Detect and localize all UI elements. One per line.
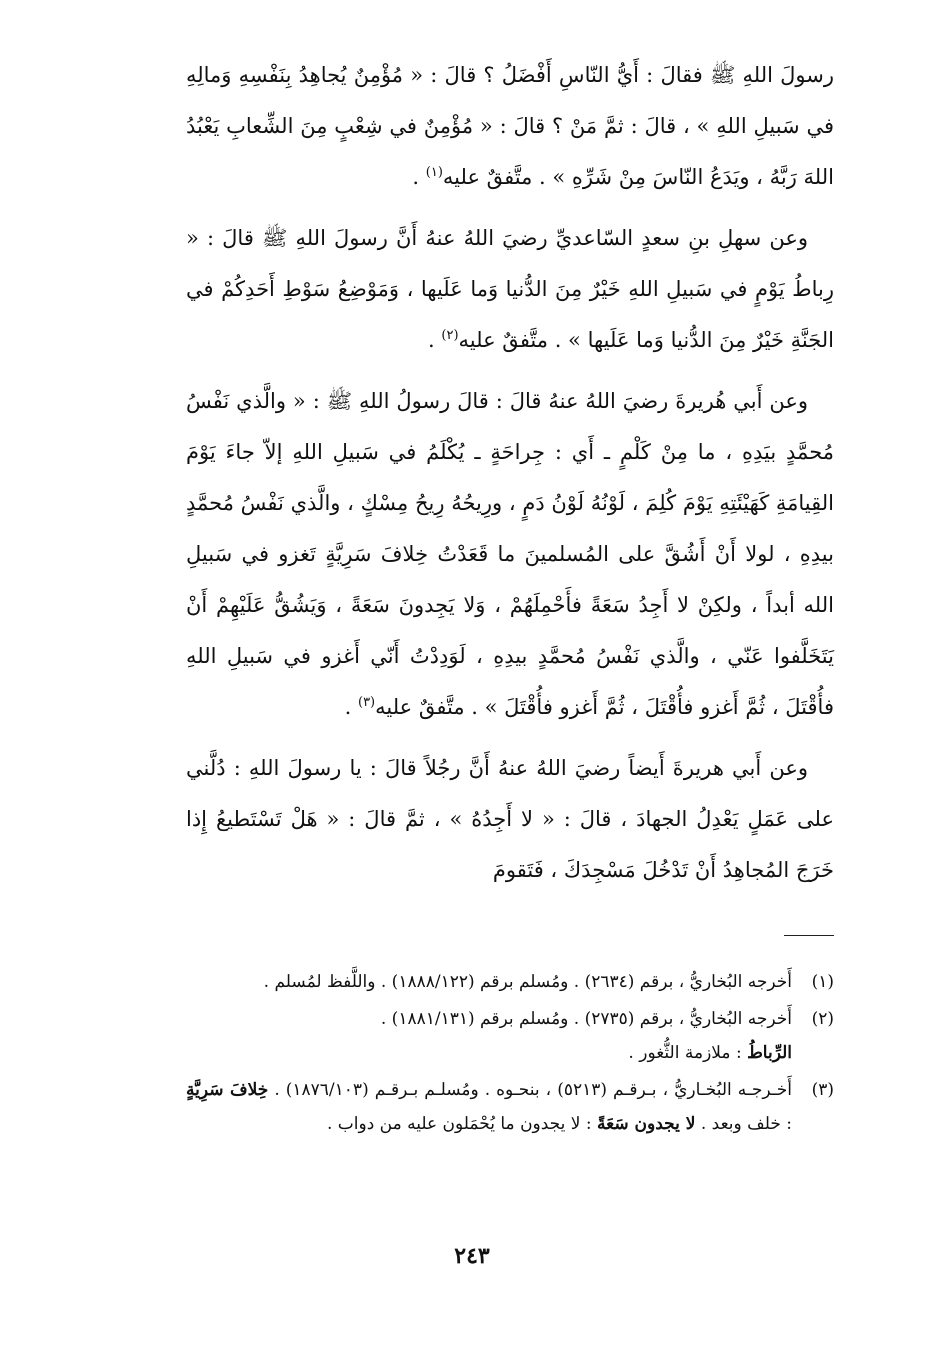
footnote-definition: : لا يجدون ما يُحْمَلون عليه من دواب . (326, 1114, 598, 1134)
footnote-term: خِلافَ سَرِيَّةٍ (186, 1080, 269, 1100)
footnote-definition: : ملازمة الثُّغور . (628, 1043, 748, 1063)
footnote-text: أَخرجه البُخاريُّ ، برقم (٢٦٣٤) . ومُسلم برقم (١٨٨٨/١٢٢) . واللَّفظ لمُسلم . (263, 972, 792, 992)
footnote-1 (186, 965, 834, 999)
book-page (186, 50, 834, 1332)
paragraph-3 (186, 376, 834, 733)
paragraph-4 (186, 743, 834, 896)
paragraph-text: وعن أَبي هريرةَ أَيضاً رضيَ اللهُ عنهُ أَنَّ رجُلاً قالَ : يا رسولَ اللهِ : دُلَّني على عَمَلٍ يَعْدِلُ الجهادَ ، قالَ : « لا أَجِدُهُ » ، ثمَّ قالَ : « هَلْ تَسْتَطيعُ إِذا خَرَجَ المُجاهِدُ أَنْ تَدْخُلَ مَسْجِدَكَ ، فَتَقومَ (186, 756, 834, 882)
paragraph-text: وعن أَبي هُريرةَ رضيَ اللهُ عنهُ قالَ : قالَ رسولُ اللهِ ﷺ : « والَّذي نَفْسُ مُحمَّدٍ بيَدِهِ ، ما مِنْ كَلْمٍ ـ أَي : جِراحَةٍ ـ يُكْلَمُ في سَبيلِ اللهِ إلاّ جاءَ يَوْمَ القِيامَةِ كَهَيْئَتِهِ يَوْمَ كُلِمَ ، لَوْنُهُ لَوْنُ دَمٍ ، ورِيحُهُ رِيحُ مِسْكٍ ، والَّذي نَفْسُ مُحمَّدٍ بيدِهِ ، لولا أَنْ أَشُقَّ على المُسلمينَ ما قَعَدْتُ خِلافَ سَرِيَّةٍ تَغزو في سَبيلِ الله أبداً ، ولكِنْ لا أَجِدُ سَعَةً فأَحْمِلَهُمْ ، وَلا يَجِدونَ سَعَةً ، وَيَشُقُّ عَلَيْهِمْ أَنْ يَتَخَلَّفوا عَنّي ، والَّذي نَفْسُ مُحمَّدٍ بيدِهِ ، لَوَدِدْتُ أَنّي أَغزو في سَبيلِ اللهِ فأُقْتَلَ ، ثُمَّ أَغزو فأُقْتَلَ ، ثُمَّ أَغزو فأُقْتَلَ » . متَّفقٌ عليه (186, 389, 834, 719)
footnote-2 (186, 1002, 834, 1070)
paragraph-text: رسولَ اللهِ ﷺ فقالَ : أَيُّ النّاسِ أَفْضَلُ ؟ قالَ : « مُؤْمِنٌ يُجاهِدُ بِنَفْسِهِ وَمالِهِ في سَبيلِ اللهِ » ، قالَ : ثمَّ مَنْ ؟ قالَ : « مُؤْمِنٌ في شِعْبٍ مِنَ الشِّعابِ يَعْبُدُ اللهَ رَبَّهُ ، ويَدَعُ النّاسَ مِنْ شَرِّهِ » . متَّفقٌ عليه (186, 63, 834, 189)
footnote-body (186, 1073, 792, 1141)
footnote-number: (٢) (811, 1009, 834, 1029)
main-text (186, 50, 834, 896)
paragraph-tail: . (344, 695, 358, 719)
footnote-term: لا يجدون سَعَةً (597, 1114, 696, 1134)
footnote-text: أَخرجه البُخاريُّ ، برقم (٢٧٣٥) . ومُسلم برقم (١٨٨١/١٣١) . (380, 1009, 792, 1029)
footnote-definition: : خلف وبعد . (695, 1114, 792, 1134)
footnote-separator (784, 935, 834, 936)
paragraph-1 (186, 50, 834, 203)
footnote-term: الرِّباطُ (747, 1043, 792, 1063)
footnote-body (186, 1002, 792, 1070)
footnote-3 (186, 1073, 834, 1141)
paragraph-tail: . (412, 165, 426, 189)
footnote-text: أَخـرجـه البُخـاريُّ ، بـرقـم (٥٢١٣) ، بنحـوه . ومُسلـم بـرقـم (١٨٧٦/١٠٣) . (274, 1080, 792, 1100)
footnote-number: (٣) (811, 1080, 834, 1100)
footnote-number: (١) (811, 972, 834, 992)
page-number: ٢٤٣ (454, 1243, 490, 1269)
paragraph-tail: . (428, 328, 442, 352)
footnote-ref[interactable]: (٢) (441, 328, 459, 343)
footnotes (186, 965, 834, 1144)
paragraph-text: وعن سهلِ بنِ سعدٍ السّاعديِّ رضيَ اللهُ عنهُ أَنَّ رسولَ اللهِ ﷺ قالَ : « رِباطُ يَوْمٍ في سَبيلِ اللهِ خَيْرٌ مِنَ الدُّنيا وَما عَلَيها ، وَمَوْضِعُ سَوْطِ أَحَدِكُمْ في الجَنَّةِ خَيْرٌ مِنَ الدُّنيا وَما عَلَيها » . متَّفقٌ عليه (186, 226, 834, 352)
paragraph-2 (186, 213, 834, 366)
footnote-ref[interactable]: (٣) (357, 695, 376, 710)
footnote-ref[interactable]: (١) (425, 165, 443, 180)
